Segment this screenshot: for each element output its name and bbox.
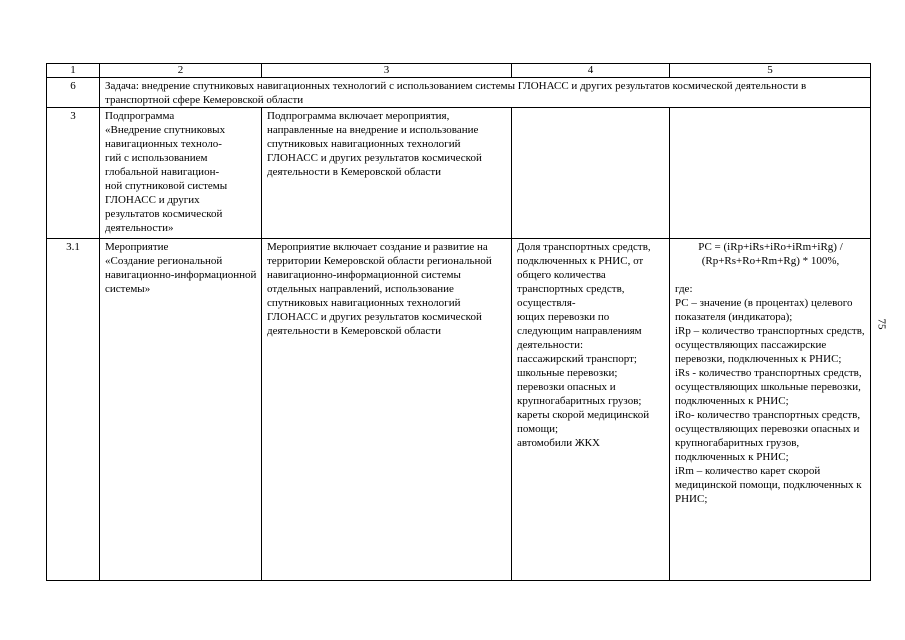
- header-row: [47, 64, 871, 78]
- header-cell-2: 2: [100, 64, 262, 78]
- program-table: [46, 63, 871, 581]
- measure-indicator: Доля транспортных средств, подключенных к РНИС, от общего количества транспортных средств, осуществля- ющих перевозки по следующим направлениям деятельности: пассажирский транспорт; школьные перевозки; перевозки опасных и крупногабаритных грузов; кареты скорой медицинской помощи; автомобили ЖКХ: [512, 239, 670, 581]
- header-cell-4: 4: [512, 64, 670, 78]
- measure-number: 3.1: [47, 239, 100, 581]
- header-cell-5: 5: [670, 64, 871, 78]
- subprogram-formula: [670, 108, 871, 239]
- measure-row: [47, 239, 871, 581]
- subprogram-row: [47, 108, 871, 239]
- measure-name: Мероприятие «Создание региональной навигационно-информационной системы»: [100, 239, 262, 581]
- page-number: 75: [875, 318, 888, 330]
- measure-formula-main: РС = (iRp+iRs+iRo+iRm+iRg) / (Rp+Rs+Ro+Rm+Rg) * 100%,: [698, 241, 843, 267]
- subprogram-indicator: [512, 108, 670, 239]
- header-cell-3: 3: [262, 64, 512, 78]
- task-text: Задача: внедрение спутниковых навигационных технологий с использованием системы ГЛОНАСС и других результатов космической деятельности в транспортной сфере Кемеровской области: [100, 78, 871, 108]
- measure-description: Мероприятие включает создание и развитие на территории Кемеровской области региональной навигационно-информационной системы отдельных направлений, использование спутниковых навигационных технологий ГЛОНАСС и других результатов космической деятельности в Кемеровской области: [262, 239, 512, 581]
- measure-formula-cell: [670, 239, 871, 581]
- subprogram-description: Подпрограмма включает мероприятия, направленные на внедрение и использование спутниковых навигационных технологий ГЛОНАСС и других результатов космической деятельности в Кемеровской области: [262, 108, 512, 239]
- measure-formula-legend: где: РС – значение (в процентах) целевого показателя (индикатора); iRp – количество транспортных средств, осуществляющих пассажирские перевозки, подключенных к РНИС; iRs - количество транспортных средств, осуществляющих школьные перевозки, подключенных к РНИС; iRo- количество транспортных средств, осуществляющих перевозки опасных и крупногабаритных грузов, подключенных к РНИС; iRm – количество карет скорой медицинской помощи, подключенных к РНИС;: [675, 283, 865, 505]
- subprogram-name: Подпрограмма «Внедрение спутниковых навигационных техноло- гий с использованием глобальной навигацион- ной спутниковой системы ГЛОНАСС и других результатов космической деятельности»: [100, 108, 262, 239]
- subprogram-number: 3: [47, 108, 100, 239]
- header-cell-1: 1: [47, 64, 100, 78]
- task-row: [47, 78, 871, 108]
- task-number: 6: [47, 78, 100, 108]
